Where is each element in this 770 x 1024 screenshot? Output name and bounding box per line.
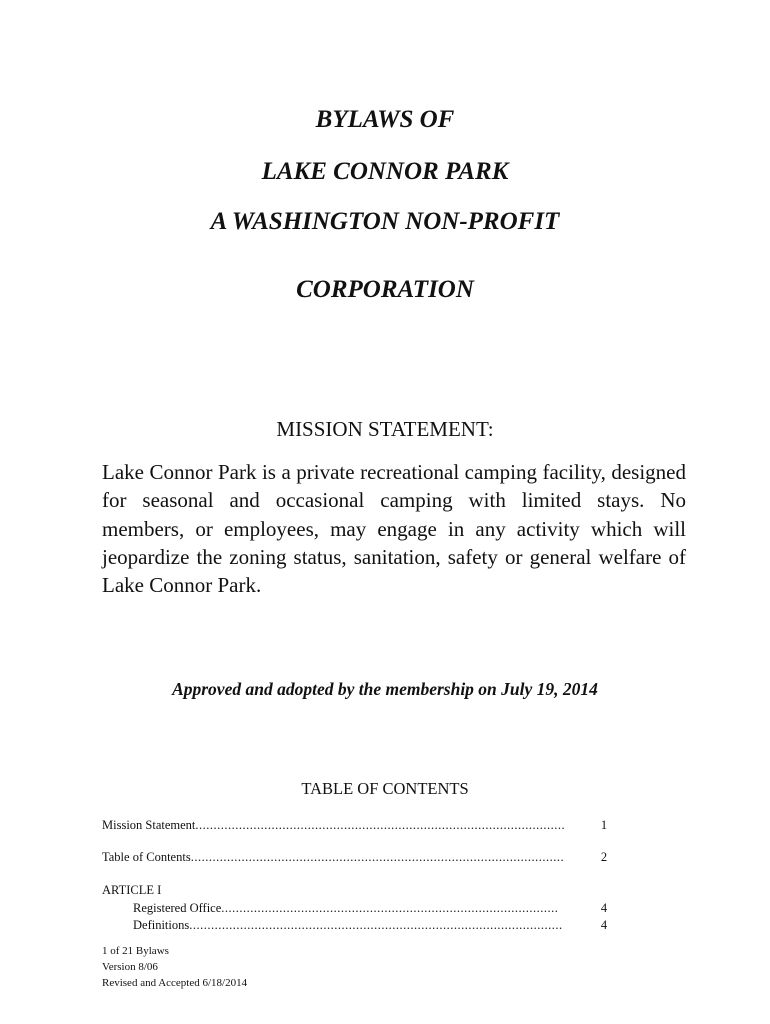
toc-heading: TABLE OF CONTENTS — [301, 779, 469, 798]
mission-body: Lake Connor Park is a private recreational camping facility, designed for seasonal and occasional camping with limited stays. No members, or employees, may engage in any activity which will jeopardize the zoning status, sanitation, safety or general welfare of Lake Connor Park. — [102, 460, 686, 598]
toc-entry-page: 2 — [600, 850, 608, 864]
toc-entry-label: Mission Statement — [102, 818, 196, 832]
toc-dot-leader — [195, 817, 564, 833]
toc-entry-page: 4 — [600, 901, 608, 915]
mission-heading: MISSION STATEMENT: — [276, 417, 494, 441]
toc-entry-label: Registered Office — [133, 901, 222, 915]
toc-dot-leader — [221, 900, 559, 916]
toc-entry-page: 4 — [600, 918, 608, 932]
toc-entry[interactable] — [133, 917, 562, 933]
toc-entry[interactable] — [133, 900, 559, 916]
toc-article-heading: ARTICLE I — [102, 883, 162, 897]
approval-statement: Approved and adopted by the membership on July 19, 2014 — [172, 679, 598, 699]
toc-entry[interactable] — [102, 849, 564, 865]
title-line-3: A WASHINGTON NON-PROFIT — [210, 208, 560, 235]
title-line-4: CORPORATION — [296, 276, 474, 303]
toc-entry-label: Definitions — [133, 918, 190, 932]
toc-dot-leader — [191, 849, 564, 865]
footer-revision: Revised and Accepted 6/18/2014 — [102, 977, 248, 989]
toc-entry-page: 1 — [600, 818, 608, 832]
toc-entry[interactable] — [102, 817, 564, 833]
title-line-1: BYLAWS OF — [315, 106, 455, 133]
footer-version: Version 8/06 — [102, 961, 158, 973]
title-line-2: LAKE CONNOR PARK — [261, 158, 509, 185]
toc-dot-leader — [189, 917, 562, 933]
toc-entry-label: Table of Contents — [102, 850, 191, 864]
footer-page-count: 1 of 21 Bylaws — [102, 945, 169, 957]
